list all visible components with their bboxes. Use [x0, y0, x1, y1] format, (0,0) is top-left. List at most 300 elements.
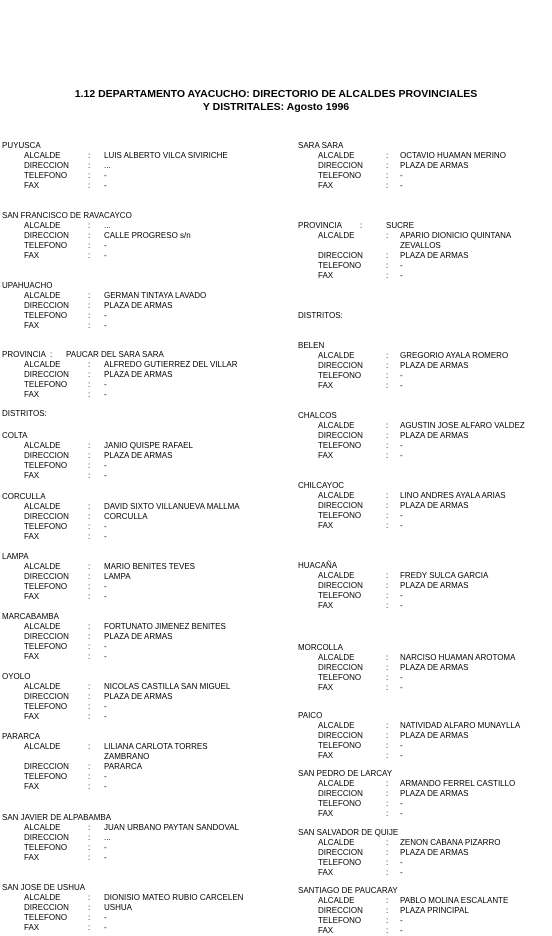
direccion-value: PLAZA DE ARMAS [400, 161, 469, 170]
fax-label: FAX [24, 251, 40, 260]
alcalde-value: ... [104, 221, 111, 230]
telefono-colon: : [88, 171, 91, 180]
district-name: MORCOLLA [298, 643, 343, 652]
telefono-value: - [400, 511, 403, 520]
alcalde-label: ALCALDE [318, 896, 355, 905]
fax-value: - [400, 181, 403, 190]
fax-value: - [400, 521, 403, 530]
direccion-colon: : [88, 762, 91, 771]
direccion-value: PLAZA DE ARMAS [400, 848, 469, 857]
alcalde-label: ALCALDE [24, 823, 61, 832]
alcalde-label: ALCALDE [24, 742, 61, 751]
direccion-label: DIRECCION [318, 251, 363, 260]
telefono-label: TELEFONO [24, 702, 68, 711]
fax-label: FAX [24, 592, 40, 601]
direccion-label: DIRECCION [24, 231, 69, 240]
telefono-label: TELEFONO [318, 741, 362, 750]
telefono-value: - [104, 311, 107, 320]
direccion-colon: : [386, 501, 389, 510]
telefono-label: TELEFONO [24, 241, 68, 250]
fax-label: FAX [318, 381, 334, 390]
direccion-colon: : [386, 906, 389, 915]
direccion-colon: : [386, 731, 389, 740]
fax-colon: : [386, 809, 389, 818]
fax-label: FAX [318, 521, 334, 530]
alcalde-value: MARIO BENITES TEVES [104, 562, 195, 571]
direccion-label: DIRECCION [318, 848, 363, 857]
provincia-colon: : [360, 221, 363, 230]
telefono-label: TELEFONO [318, 371, 362, 380]
telefono-label: TELEFONO [318, 441, 362, 450]
fax-label: FAX [318, 181, 334, 190]
fax-colon: : [88, 471, 91, 480]
direccion-value: PLAZA DE ARMAS [400, 581, 469, 590]
fax-value: - [104, 251, 107, 260]
alcalde-value: FREDY SULCA GARCIA [400, 571, 489, 580]
telefono-label: TELEFONO [24, 642, 68, 651]
telefono-value: - [104, 171, 107, 180]
alcalde-label: ALCALDE [318, 779, 355, 788]
telefono-colon: : [386, 916, 389, 925]
district-name: MARCABAMBA [2, 612, 59, 621]
direccion-label: DIRECCION [24, 370, 69, 379]
alcalde-label: ALCALDE [24, 291, 61, 300]
fax-value: - [104, 592, 107, 601]
telefono-label: TELEFONO [24, 913, 68, 922]
direccion-colon: : [88, 451, 91, 460]
telefono-value: - [104, 843, 107, 852]
direccion-value: USHUA [104, 903, 133, 912]
alcalde-label: ALCALDE [318, 151, 355, 160]
alcalde-colon: : [88, 291, 91, 300]
alcalde-label: ALCALDE [318, 491, 355, 500]
alcalde-label: ALCALDE [318, 653, 355, 662]
fax-colon: : [88, 251, 91, 260]
direccion-colon: : [88, 512, 91, 521]
district-name: SAN JAVIER DE ALPABAMBA [2, 813, 112, 822]
direccion-colon: : [386, 848, 389, 857]
direccion-value: PLAZA DE ARMAS [400, 361, 469, 370]
fax-colon: : [386, 601, 389, 610]
telefono-colon: : [386, 261, 389, 270]
direccion-value: PLAZA DE ARMAS [104, 632, 173, 641]
district-name: PARARCA [2, 732, 41, 741]
alcalde-label: ALCALDE [24, 221, 61, 230]
alcalde-label: ALCALDE [318, 231, 355, 240]
title-line-2: Y DISTRITALES: Agosto 1996 [202, 101, 350, 113]
alcalde-value-continued: ZEVALLOS [400, 241, 441, 250]
fax-label: FAX [24, 652, 40, 661]
telefono-label: TELEFONO [318, 591, 362, 600]
direccion-value: CORCULLA [104, 512, 148, 521]
alcalde-value: ALFREDO GUTIERREZ DEL VILLAR [104, 360, 238, 369]
telefono-label: TELEFONO [318, 673, 362, 682]
direccion-label: DIRECCION [24, 762, 69, 771]
fax-value: - [400, 381, 403, 390]
alcalde-label: ALCALDE [24, 151, 61, 160]
alcalde-colon: : [386, 231, 389, 240]
direccion-value: CALLE PROGRESO s/n [104, 231, 191, 240]
fax-label: FAX [24, 532, 40, 541]
fax-colon: : [88, 923, 91, 932]
telefono-colon: : [386, 591, 389, 600]
title-line-1: 1.12 DEPARTAMENTO AYACUCHO: DIRECTORIO DE ALCALDES PROVINCIALES [74, 88, 478, 100]
district-name: COLTA [2, 431, 28, 440]
fax-label: FAX [24, 923, 40, 932]
direccion-colon: : [88, 572, 91, 581]
distritos-heading: DISTRITOS: [298, 311, 343, 320]
fax-label: FAX [318, 809, 334, 818]
direccion-label: DIRECCION [24, 833, 69, 842]
alcalde-value: OCTAVIO HUAMAN MERINO [400, 151, 506, 160]
direccion-label: DIRECCION [24, 572, 69, 581]
direccion-colon: : [386, 431, 389, 440]
alcalde-label: ALCALDE [318, 351, 355, 360]
telefono-colon: : [386, 171, 389, 180]
district-name: SAN PEDRO DE LARCAY [298, 769, 393, 778]
direccion-label: DIRECCION [24, 301, 69, 310]
direccion-label: DIRECCION [318, 431, 363, 440]
alcalde-label: ALCALDE [24, 502, 61, 511]
alcalde-value: JANIO QUISPE RAFAEL [104, 441, 193, 450]
district-name: UPAHUACHO [2, 281, 53, 290]
alcalde-label: ALCALDE [318, 838, 355, 847]
alcalde-value: APARIO DIONICIO QUINTANA [400, 231, 512, 240]
telefono-value: - [400, 441, 403, 450]
district-name: CORCULLA [2, 492, 46, 501]
telefono-value: - [400, 916, 403, 925]
fax-value: - [104, 471, 107, 480]
direccion-label: DIRECCION [24, 692, 69, 701]
direccion-colon: : [386, 663, 389, 672]
direccion-colon: : [386, 361, 389, 370]
fax-label: FAX [318, 271, 334, 280]
telefono-label: TELEFONO [318, 916, 362, 925]
fax-label: FAX [24, 181, 40, 190]
direccion-colon: : [88, 833, 91, 842]
direccion-value: LAMPA [104, 572, 131, 581]
fax-colon: : [386, 868, 389, 877]
direccion-label: DIRECCION [24, 632, 69, 641]
direccion-label: DIRECCION [318, 581, 363, 590]
alcalde-value: LUIS ALBERTO VILCA SIVIRICHE [104, 151, 228, 160]
telefono-colon: : [88, 642, 91, 651]
fax-colon: : [386, 451, 389, 460]
direccion-value: PLAZA DE ARMAS [400, 731, 469, 740]
district-name: OYOLO [2, 672, 31, 681]
district-name: PUYUSCA [2, 141, 41, 150]
fax-colon: : [386, 381, 389, 390]
direccion-label: DIRECCION [24, 451, 69, 460]
telefono-value: - [400, 261, 403, 270]
alcalde-colon: : [386, 896, 389, 905]
fax-label: FAX [318, 868, 334, 877]
fax-colon: : [386, 926, 389, 935]
direccion-colon: : [88, 301, 91, 310]
fax-colon: : [386, 271, 389, 280]
alcalde-colon: : [88, 151, 91, 160]
alcalde-value: LILIANA CARLOTA TORRES [104, 742, 208, 751]
alcalde-value: NARCISO HUAMAN AROTOMA [400, 653, 516, 662]
direccion-colon: : [88, 692, 91, 701]
fax-colon: : [88, 181, 91, 190]
telefono-label: TELEFONO [24, 380, 68, 389]
alcalde-label: ALCALDE [24, 562, 61, 571]
telefono-colon: : [88, 461, 91, 470]
alcalde-colon: : [386, 838, 389, 847]
alcalde-colon: : [386, 151, 389, 160]
direccion-value: PLAZA DE ARMAS [104, 692, 173, 701]
alcalde-value: DIONISIO MATEO RUBIO CARCELEN [104, 893, 244, 902]
fax-value: - [104, 390, 107, 399]
provincia-label: PROVINCIA [298, 221, 343, 230]
distritos-heading: DISTRITOS: [2, 409, 47, 418]
direccion-colon: : [88, 632, 91, 641]
alcalde-value: GERMAN TINTAYA LAVADO [104, 291, 207, 300]
alcalde-label: ALCALDE [24, 893, 61, 902]
provincia-name: PAUCAR DEL SARA SARA [66, 350, 164, 359]
fax-label: FAX [24, 853, 40, 862]
fax-value: - [104, 853, 107, 862]
fax-value: - [400, 809, 403, 818]
fax-colon: : [88, 592, 91, 601]
direccion-label: DIRECCION [318, 731, 363, 740]
telefono-colon: : [88, 843, 91, 852]
alcalde-value: JUAN URBANO PAYTAN SANDOVAL [104, 823, 239, 832]
telefono-value: - [400, 673, 403, 682]
alcalde-colon: : [88, 221, 91, 230]
alcalde-label: ALCALDE [318, 721, 355, 730]
alcalde-value-continued: ZAMBRANO [104, 752, 150, 761]
fax-label: FAX [318, 926, 334, 935]
alcalde-colon: : [88, 893, 91, 902]
district-name: SAN JOSE DE USHUA [2, 883, 86, 892]
direccion-label: DIRECCION [24, 512, 69, 521]
telefono-colon: : [88, 380, 91, 389]
telefono-label: TELEFONO [24, 461, 68, 470]
telefono-colon: : [88, 241, 91, 250]
alcalde-value: ZENON CABANA PIZARRO [400, 838, 501, 847]
telefono-label: TELEFONO [318, 261, 362, 270]
direccion-value: ... [104, 161, 111, 170]
alcalde-colon: : [88, 742, 91, 751]
telefono-colon: : [386, 441, 389, 450]
direccion-label: DIRECCION [318, 161, 363, 170]
direccion-value: PLAZA PRINCIPAL [400, 906, 469, 915]
telefono-colon: : [386, 371, 389, 380]
telefono-label: TELEFONO [24, 311, 68, 320]
fax-value: - [400, 451, 403, 460]
direccion-colon: : [88, 370, 91, 379]
alcalde-label: ALCALDE [24, 622, 61, 631]
telefono-label: TELEFONO [318, 511, 362, 520]
fax-value: - [104, 712, 107, 721]
direccion-value: PLAZA DE ARMAS [104, 370, 173, 379]
fax-colon: : [88, 782, 91, 791]
telefono-label: TELEFONO [318, 171, 362, 180]
provincia-label: PROVINCIA [2, 350, 47, 359]
fax-label: FAX [24, 471, 40, 480]
direccion-value: PLAZA DE ARMAS [400, 789, 469, 798]
telefono-value: - [104, 522, 107, 531]
direccion-label: DIRECCION [24, 903, 69, 912]
alcalde-colon: : [386, 421, 389, 430]
direccion-colon: : [386, 789, 389, 798]
alcalde-value: NICOLAS CASTILLA SAN MIGUEL [104, 682, 231, 691]
fax-label: FAX [318, 451, 334, 460]
direccion-value: PLAZA DE ARMAS [400, 431, 469, 440]
fax-value: - [104, 181, 107, 190]
telefono-value: - [104, 772, 107, 781]
fax-colon: : [88, 532, 91, 541]
alcalde-value: GREGORIO AYALA ROMERO [400, 351, 509, 360]
direccion-label: DIRECCION [318, 906, 363, 915]
district-name: SAN FRANCISCO DE RAVACAYCO [2, 211, 132, 220]
alcalde-colon: : [88, 360, 91, 369]
direccion-colon: : [386, 251, 389, 260]
fax-colon: : [88, 853, 91, 862]
district-name: PAICO [298, 711, 323, 720]
alcalde-label: ALCALDE [318, 571, 355, 580]
direccion-value: PLAZA DE ARMAS [104, 451, 173, 460]
fax-colon: : [88, 712, 91, 721]
alcalde-label: ALCALDE [24, 682, 61, 691]
telefono-colon: : [386, 511, 389, 520]
direccion-colon: : [88, 161, 91, 170]
alcalde-colon: : [386, 351, 389, 360]
fax-value: - [104, 782, 107, 791]
telefono-value: - [400, 591, 403, 600]
district-name: SARA SARA [298, 141, 344, 150]
telefono-value: - [400, 799, 403, 808]
telefono-value: - [400, 371, 403, 380]
telefono-colon: : [88, 913, 91, 922]
fax-label: FAX [24, 712, 40, 721]
telefono-label: TELEFONO [24, 171, 68, 180]
telefono-label: TELEFONO [24, 522, 68, 531]
telefono-value: - [104, 241, 107, 250]
direccion-label: DIRECCION [318, 663, 363, 672]
alcalde-colon: : [88, 502, 91, 511]
district-name: BELEN [298, 341, 325, 350]
fax-label: FAX [318, 601, 334, 610]
alcalde-colon: : [386, 653, 389, 662]
fax-colon: : [88, 321, 91, 330]
fax-value: - [400, 751, 403, 760]
direccion-colon: : [386, 581, 389, 590]
fax-value: - [400, 926, 403, 935]
telefono-colon: : [88, 582, 91, 591]
alcalde-colon: : [386, 571, 389, 580]
alcalde-colon: : [386, 491, 389, 500]
fax-value: - [400, 683, 403, 692]
district-name: LAMPA [2, 552, 29, 561]
alcalde-colon: : [88, 823, 91, 832]
alcalde-value: DAVID SIXTO VILLANUEVA MALLMA [104, 502, 240, 511]
alcalde-colon: : [386, 721, 389, 730]
alcalde-value: ARMANDO FERREL CASTILLO [400, 779, 516, 788]
direccion-colon: : [88, 903, 91, 912]
alcalde-label: ALCALDE [24, 441, 61, 450]
telefono-value: - [104, 702, 107, 711]
telefono-value: - [400, 741, 403, 750]
document-title [0, 88, 552, 114]
fax-label: FAX [24, 390, 40, 399]
fax-value: - [400, 271, 403, 280]
telefono-value: - [104, 582, 107, 591]
alcalde-value: NATIVIDAD ALFARO MUNAYLLA [400, 721, 521, 730]
fax-colon: : [386, 181, 389, 190]
telefono-colon: : [88, 522, 91, 531]
district-name: SAN SALVADOR DE QUIJE [298, 828, 399, 837]
provincia-colon: : [50, 350, 53, 359]
direccion-colon: : [88, 231, 91, 240]
direccion-value: PLAZA DE ARMAS [400, 251, 469, 260]
fax-label: FAX [318, 683, 334, 692]
direccion-label: DIRECCION [318, 501, 363, 510]
fax-colon: : [386, 683, 389, 692]
fax-value: - [400, 868, 403, 877]
fax-label: FAX [24, 782, 40, 791]
alcalde-colon: : [88, 562, 91, 571]
telefono-colon: : [386, 673, 389, 682]
direccion-value: PARARCA [104, 762, 143, 771]
district-name: HUACAÑA [298, 561, 338, 570]
fax-value: - [104, 923, 107, 932]
telefono-label: TELEFONO [24, 582, 68, 591]
alcalde-value: LINO ANDRES AYALA ARIAS [400, 491, 506, 500]
fax-value: - [104, 652, 107, 661]
alcalde-colon: : [386, 779, 389, 788]
telefono-colon: : [386, 741, 389, 750]
fax-colon: : [88, 652, 91, 661]
direccion-value: PLAZA DE ARMAS [400, 663, 469, 672]
direccion-label: DIRECCION [24, 161, 69, 170]
fax-label: FAX [318, 751, 334, 760]
fax-colon: : [386, 521, 389, 530]
fax-value: - [104, 532, 107, 541]
alcalde-colon: : [88, 682, 91, 691]
telefono-colon: : [386, 799, 389, 808]
telefono-colon: : [386, 858, 389, 867]
telefono-label: TELEFONO [24, 843, 68, 852]
alcalde-label: ALCALDE [318, 421, 355, 430]
telefono-value: - [104, 380, 107, 389]
district-name: CHALCOS [298, 411, 337, 420]
direccion-value: PLAZA DE ARMAS [104, 301, 173, 310]
fax-colon: : [88, 390, 91, 399]
fax-label: FAX [24, 321, 40, 330]
telefono-value: - [104, 913, 107, 922]
alcalde-colon: : [88, 441, 91, 450]
telefono-colon: : [88, 311, 91, 320]
fax-value: - [400, 601, 403, 610]
alcalde-value: AGUSTIN JOSE ALFARO VALDEZ [400, 421, 525, 430]
telefono-colon: : [88, 702, 91, 711]
telefono-value: - [400, 858, 403, 867]
telefono-value: - [104, 461, 107, 470]
direccion-label: DIRECCION [318, 789, 363, 798]
alcalde-value: FORTUNATO JIMENEZ BENITES [104, 622, 226, 631]
alcalde-label: ALCALDE [24, 360, 61, 369]
alcalde-value: PABLO MOLINA ESCALANTE [400, 896, 509, 905]
alcalde-colon: : [88, 622, 91, 631]
telefono-value: - [400, 171, 403, 180]
telefono-value: - [104, 642, 107, 651]
telefono-label: TELEFONO [318, 858, 362, 867]
district-name: CHILCAYOC [298, 481, 345, 490]
direccion-value: PLAZA DE ARMAS [400, 501, 469, 510]
